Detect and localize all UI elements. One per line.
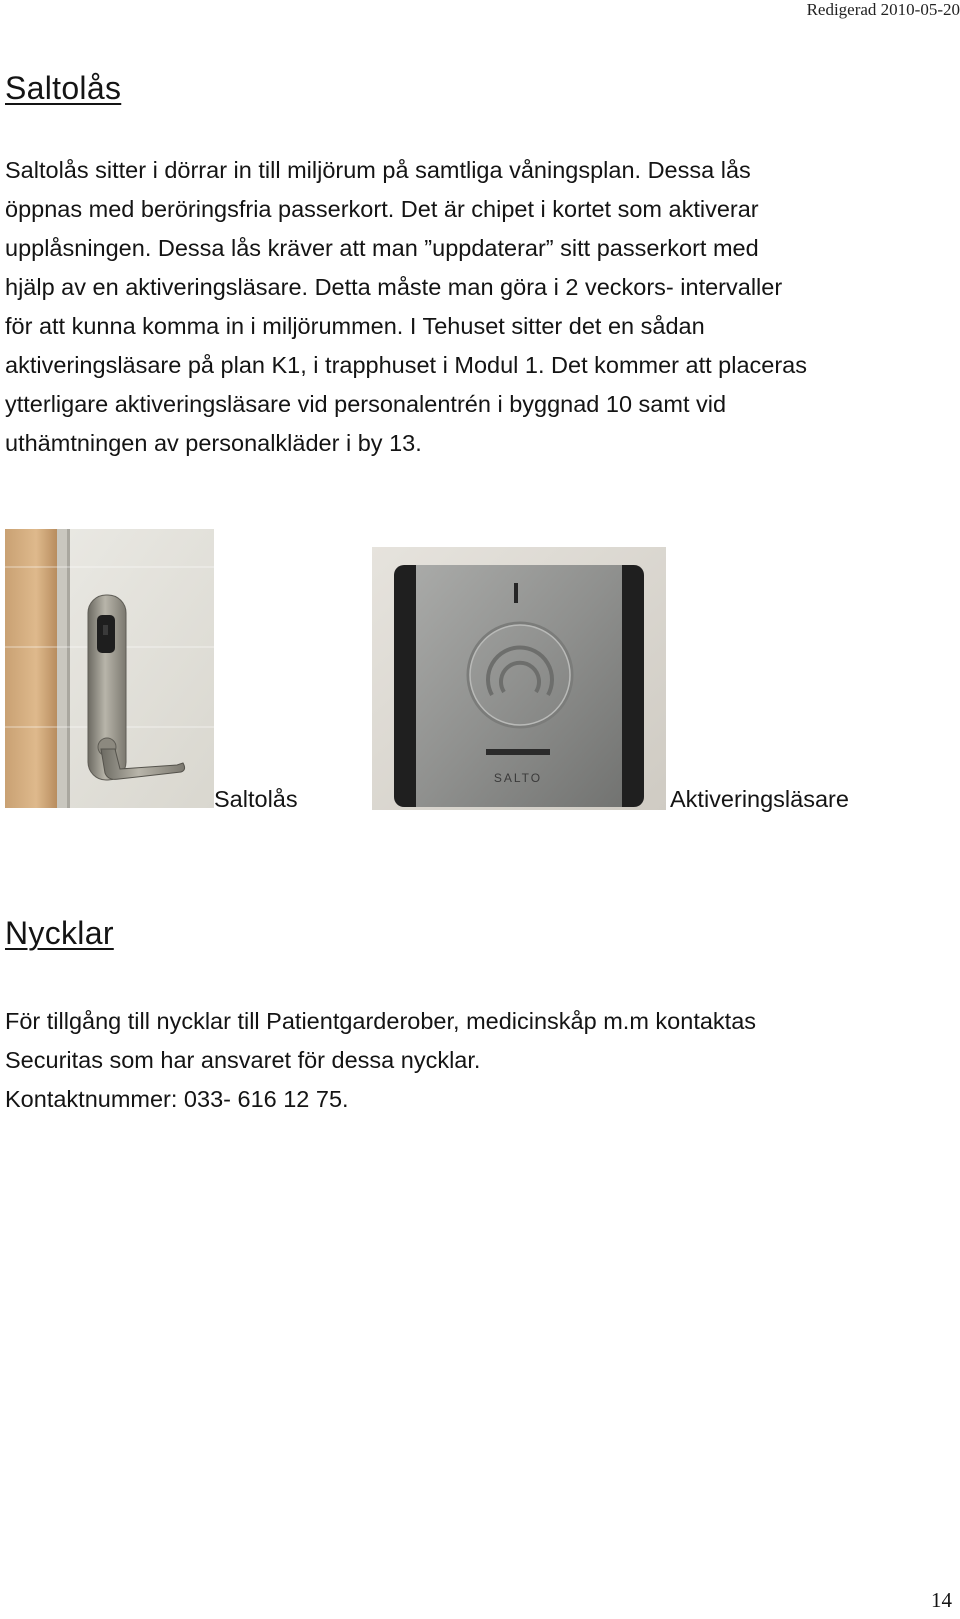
contact-number-line: Kontaktnummer: 033- 616 12 75. [5,1086,349,1112]
paragraph-line: ytterligare aktiveringsläsare vid personalentrén i byggnad 10 samt vid [5,391,727,417]
paragraph-line: för att kunna komma in i miljörummen. I Tehuset sitter det en sådan [5,313,705,339]
section-title-saltolas: Saltolås [5,70,122,106]
paragraph-line: aktiveringsläsare på plan K1, i trapphuset i Modul 1. Det kommer att placeras [5,352,808,378]
page-number: 14 [931,1588,952,1612]
revision-date: Redigerad 2010-05-20 [806,0,960,19]
nycklar-paragraph [5,1002,756,1119]
reader-brand-label: SALTO [493,771,543,785]
paragraph-line: upplåsningen. Dessa lås kräver att man ”uppdaterar” sitt passerkort med [5,235,759,261]
section-title-nycklar: Nycklar [5,915,114,951]
paragraph-line: uthämtningen av personalkläder i by 13. [5,430,422,456]
paragraph-line: öppnas med beröringsfria passerkort. Det är chipet i kortet som aktiverar [5,196,759,222]
paragraph-line: Securitas som har ansvaret för dessa nycklar. [5,1047,481,1073]
saltolas-paragraph [5,151,807,463]
paragraph-line: hjälp av en aktiveringsläsare. Detta måste man göra i 2 veckors- intervaller [5,274,783,300]
paragraph-line: Saltolås sitter i dörrar in till miljörum på samtliga våningsplan. Dessa lås [5,157,751,183]
paragraph-line: För tillgång till nycklar till Patientgarderober, medicinskåp m.m kontaktas [5,1008,757,1034]
lock-caption: Saltolås [214,786,298,812]
activation-reader-photo [372,547,666,810]
saltolas-lock-photo [5,529,214,808]
reader-caption: Aktiveringsläsare [670,786,849,812]
